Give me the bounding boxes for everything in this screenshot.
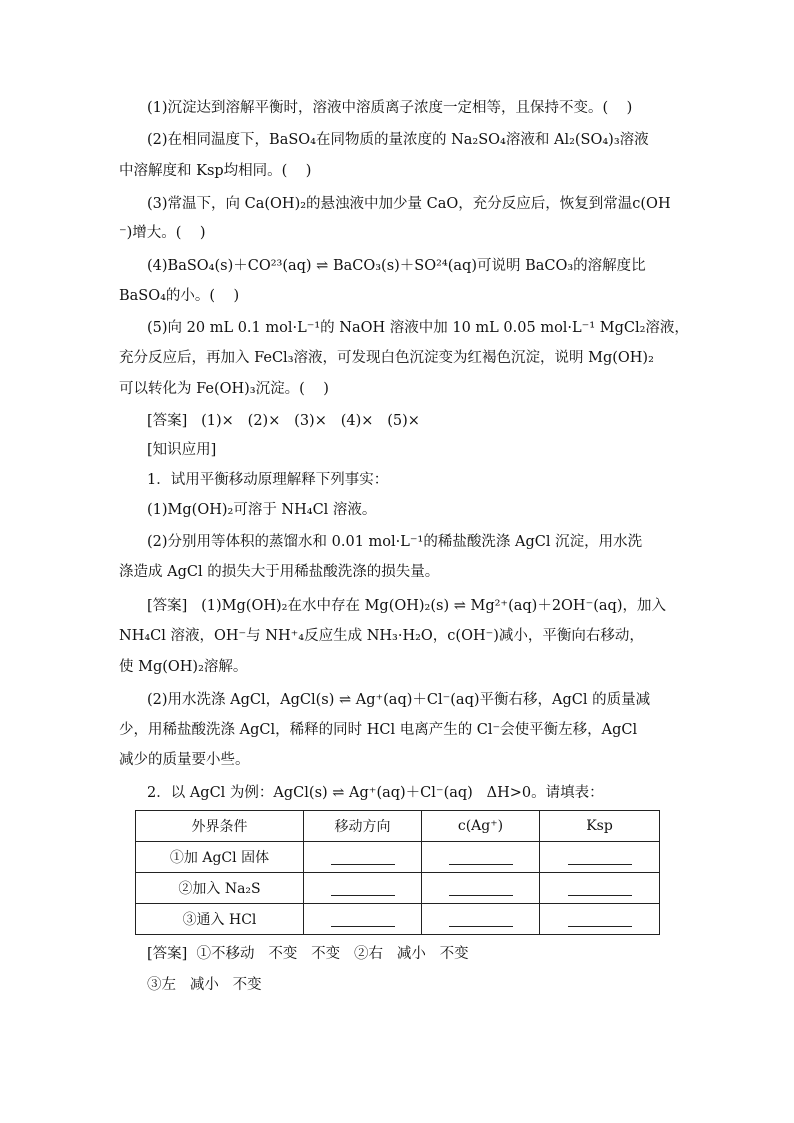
q1-sub1: (1)Mg(OH)₂可溶于 NH₄Cl 溶液。 [147, 502, 377, 518]
q1-answer2-line1: (2)用水洗涤 AgCl，AgCl(s) ⇌ Ag⁺(aq)＋Cl⁻(aq)平衡右移，AgCl 的质量减 [147, 692, 651, 708]
q2-stem: 2．以 AgCl 为例：AgCl(s) ⇌ Ag⁺(aq)＋Cl⁻(aq) ΔH>0。请填表： [147, 785, 604, 801]
judgement-5-line1: (5)向 20 mL 0.1 mol·L⁻¹的 NaOH 溶液中加 10 mL 0.05 mol·L⁻¹ MgCl₂溶液， [147, 320, 689, 336]
header-condition: 外界条件 [136, 811, 304, 842]
table-header-row [136, 811, 660, 842]
blank-line [449, 850, 513, 865]
judgement-5-line2: 充分反应后，再加入 FeCl₃溶液，可发现白色沉淀变为红褐色沉淀，说明 Mg(OH)₂ [119, 350, 654, 366]
blank-cell[interactable] [304, 842, 422, 873]
blank-line [331, 912, 395, 927]
judgement-2-line2: 中溶解度和 Ksp均相同。( ) [119, 163, 312, 179]
blank-cell[interactable] [422, 873, 540, 904]
blank-line [331, 850, 395, 865]
blank-cell[interactable] [304, 873, 422, 904]
q1-sub2-line2: 涤造成 AgCl 的损失大于用稀盐酸洗涤的损失量。 [119, 564, 440, 580]
answer-judgements: [答案] (1)× (2)× (3)× (4)× (5)× [147, 413, 420, 429]
blank-cell[interactable] [304, 904, 422, 935]
q1-answer1-line3: 使 Mg(OH)₂溶解。 [119, 659, 248, 675]
blank-line [568, 912, 632, 927]
judgement-2-line1: (2)在相同温度下，BaSO₄在同物质的量浓度的 Na₂SO₄溶液和 Al₂(SO₄)₃溶液 [147, 132, 649, 148]
header-ksp: Ksp [540, 811, 660, 842]
row-condition: ③通入 HCl [136, 904, 304, 935]
header-direction: 移动方向 [304, 811, 422, 842]
blank-line [331, 881, 395, 896]
q1-sub2-line1: (2)分别用等体积的蒸馏水和 0.01 mol·L⁻¹的稀盐酸洗涤 AgCl 沉淀，用水洗 [147, 534, 643, 550]
blank-line [568, 881, 632, 896]
blank-cell[interactable] [540, 873, 660, 904]
q1-answer2-line2: 少，用稀盐酸洗涤 AgCl，稀释的同时 HCl 电离产生的 Cl⁻会使平衡左移，AgCl [119, 722, 638, 738]
blank-cell[interactable] [422, 904, 540, 935]
blank-line [568, 850, 632, 865]
blank-cell[interactable] [540, 904, 660, 935]
table-row [136, 842, 660, 873]
judgement-4-line2: BaSO₄的小。( ) [119, 288, 240, 304]
q1-answer2-line3: 减少的质量要小些。 [119, 752, 250, 768]
q1-answer1-line1: [答案] (1)Mg(OH)₂在水中存在 Mg(OH)₂(s) ⇌ Mg²⁺(aq)＋2OH⁻(aq)，加入 [147, 598, 666, 614]
table-row [136, 873, 660, 904]
fill-table [135, 810, 660, 935]
q1-answer1-line2: NH₄Cl 溶液，OH⁻与 NH⁺₄反应生成 NH₃·H₂O，c(OH⁻)减小，平衡向右移动， [119, 628, 644, 644]
blank-cell[interactable] [422, 842, 540, 873]
blank-line [449, 881, 513, 896]
blank-cell[interactable] [540, 842, 660, 873]
header-concentration: c(Ag⁺) [422, 811, 540, 842]
row-condition: ②加入 Na₂S [136, 873, 304, 904]
judgement-5-line3: 可以转化为 Fe(OH)₃沉淀。( ) [119, 381, 329, 397]
row-condition: ①加 AgCl 固体 [136, 842, 304, 873]
blank-line [449, 912, 513, 927]
table-row [136, 904, 660, 935]
judgement-3-line2: ⁻)增大。( ) [119, 225, 206, 241]
judgement-4-line1: (4)BaSO₄(s)＋CO²³(aq) ⇌ BaCO₃(s)＋SO²⁴(aq)可说明 BaCO₃的溶解度比 [147, 258, 646, 274]
judgement-1: (1)沉淀达到溶解平衡时，溶液中溶质离子浓度一定相等，且保持不变。( ) [147, 100, 633, 116]
q2-answer-line2: ③左 减小 不变 [147, 977, 262, 993]
judgement-3-line1: (3)常温下，向 Ca(OH)₂的悬浊液中加少量 CaO，充分反应后，恢复到常温c(OH [147, 196, 671, 212]
q2-answer-line1: [答案] ①不移动 不变 不变 ②右 减小 不变 [147, 946, 469, 962]
q1-stem: 1．试用平衡移动原理解释下列事实： [147, 472, 389, 488]
section-title: [知识应用] [147, 442, 217, 458]
